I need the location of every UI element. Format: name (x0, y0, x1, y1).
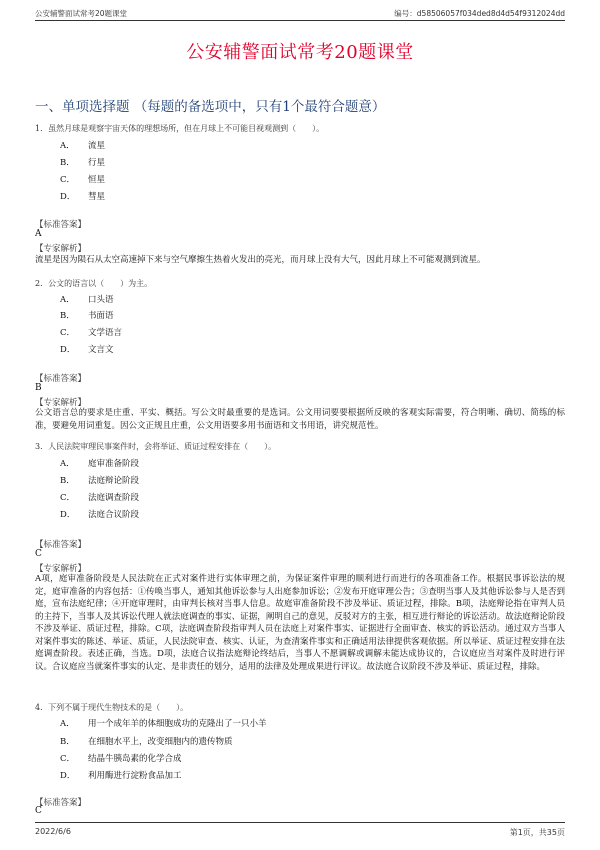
option-text: 法庭辩论阶段 (88, 476, 140, 486)
option-label: A． (60, 459, 75, 469)
option-label: B． (60, 311, 75, 321)
option-label: C． (60, 754, 76, 764)
question-4-option-a (60, 717, 267, 729)
question-4-answer: C (35, 806, 42, 816)
question-3-option-c (60, 491, 139, 503)
question-1-analysis: 流星是因为陨石从太空高速掉下来与空气摩擦生热着火发出的亮光，而月球上没有大气，因此月球上不可能观测到流星。 (35, 255, 486, 265)
option-text: 在细胞水平上，改变细胞内的遗传物质 (88, 737, 233, 747)
option-label: B． (60, 476, 75, 486)
option-label: D． (60, 771, 76, 781)
footer-rule (35, 822, 565, 823)
option-text: 行星 (88, 158, 106, 168)
option-label: B． (60, 737, 75, 747)
question-4-option-c (60, 752, 182, 764)
question-2-option-d (60, 343, 114, 355)
question-1-option-a (60, 139, 105, 151)
question-2-analysis-label: 【专家解析】 (35, 398, 87, 408)
question-1-option-b (60, 156, 105, 168)
option-text: 文学语言 (88, 328, 123, 338)
question-1-answer: A (35, 229, 42, 239)
option-text: 彗星 (88, 192, 106, 202)
footer-date: 2022/6/6 (35, 827, 71, 836)
question-2-answer-label: 【标准答案】 (35, 374, 87, 384)
question-4: 4．下列不属于现代生物技术的是（ ）。 (35, 703, 189, 712)
option-text: 庭审准备阶段 (88, 459, 140, 469)
option-text: 恒星 (88, 175, 106, 185)
option-text: 文言文 (88, 345, 114, 355)
question-4-option-d (60, 769, 182, 781)
option-label: D． (60, 510, 76, 520)
question-3-option-d (60, 508, 139, 520)
option-label: B． (60, 158, 75, 168)
page-title: 公安辅警面试常考20题课堂 (186, 42, 414, 63)
question-1-option-c (60, 173, 105, 185)
option-label: D． (60, 345, 76, 355)
option-text: 书面语 (88, 311, 114, 321)
question-3-option-b (60, 474, 139, 486)
option-label: A． (60, 719, 75, 729)
question-2-option-c (60, 326, 122, 338)
option-text: 用一个成年羊的体细胞成功的克隆出了一只小羊 (88, 719, 267, 729)
question-1-option-d (60, 190, 105, 202)
header-doc-id: 编号：d58506057f034ded8d4d54f9312024dd (394, 9, 565, 18)
option-text: 口头语 (88, 295, 114, 305)
footer-page-number: 第1页，共35页 (509, 828, 565, 837)
option-text: 法庭合议阶段 (88, 510, 140, 520)
question-3: 3．人民法院审理民事案件时，会将举证、质证过程安排在（ ）。 (35, 442, 277, 451)
question-3-analysis: A项，庭审准备阶段是人民法院在正式对案件进行实体审理之前，为保证案件审理的顺利进行而进行的各项准备工作。根据民事诉讼法的规定，庭审准备的内容包括：①传唤当事人，通知其他诉讼参与人出庭参加诉讼；②发布开庭审理公告；③查明当事人及其他诉讼参与人是否到庭，宣布法庭纪律；④开庭审理时，由审判长核对当事人信息。故庭审准备阶段不涉及举证、质证过程，排除。B项，法庭辩论指在审判人员的主持下，当事人及其诉讼代理人就法庭调查的事实、证据，阐明自己的意见，反驳对方的主张，相互进行辩论的诉讼活动。故法庭辩论阶段不涉及举证、质证过程，排除。C项，法庭调查阶段指审判人员在法庭上对案件事实、证据进行全面审查、核实的诉讼活动。通过双方当事人对案件事实的陈述、举证、质证，人民法院审查、核实、认证，为查清案件事实和正确适用法律提供客观依据。所以举证、质证过程安排在法庭调查阶段。表述正确，当选。D项，法庭合议指法庭辩论终结后，当事人不愿调解或调解未能达成协议的，合议庭应当对案件及时进行评议。合议庭应当就案件事实的认定、是非责任的划分，适用的法律及处理成果进行评议。故法庭合议阶段不涉及举证、质证过程，排除。 (35, 574, 565, 672)
question-1: 1．虽然月球是观察宇宙天体的理想场所，但在月球上不可能目视观测到（ ）。 (35, 124, 325, 133)
option-label: D． (60, 192, 76, 202)
option-text: 结晶牛胰岛素的化学合成 (88, 754, 182, 764)
question-2-option-a (60, 293, 114, 305)
question-2-analysis: 公文语言总的要求是庄重、平实、概括。写公文时最重要的是选词。公文用词要要根据所反映的客观实际需要，符合明晰、确切、简练的标准，要避免用词重复。因公文正规且庄重，公文用语要多用书面语和文书用语，讲究规范性。 (35, 408, 565, 431)
option-text: 流星 (88, 141, 106, 151)
header-rule (35, 20, 565, 21)
option-text: 法庭调查阶段 (88, 493, 140, 503)
option-text: 利用酶进行淀粉食品加工 (88, 771, 182, 781)
question-1-answer-label: 【标准答案】 (35, 220, 87, 230)
question-3-answer-label: 【标准答案】 (35, 540, 87, 550)
page-footer (35, 822, 565, 842)
header-doc-title: 公安辅警面试常考20题课堂 (35, 9, 128, 18)
page-header (35, 8, 565, 22)
question-3-option-a (60, 457, 139, 469)
option-label: C． (60, 175, 76, 185)
option-label: A． (60, 141, 75, 151)
section-heading: 一、单项选择题 （每题的备选项中，只有1个最符合题意） (35, 99, 386, 115)
question-2-answer: B (35, 383, 42, 393)
question-4-answer-label: 【标准答案】 (35, 798, 87, 808)
option-label: A． (60, 295, 75, 305)
question-4-option-b (60, 735, 233, 747)
question-3-answer: C (35, 549, 42, 559)
question-2-option-b (60, 309, 114, 321)
question-2: 2．公文的语言以（ ）为主。 (35, 279, 153, 288)
question-1-analysis-label: 【专家解析】 (35, 244, 87, 254)
option-label: C． (60, 493, 76, 503)
option-label: C． (60, 328, 76, 338)
question-3-analysis-label: 【专家解析】 (35, 564, 87, 574)
